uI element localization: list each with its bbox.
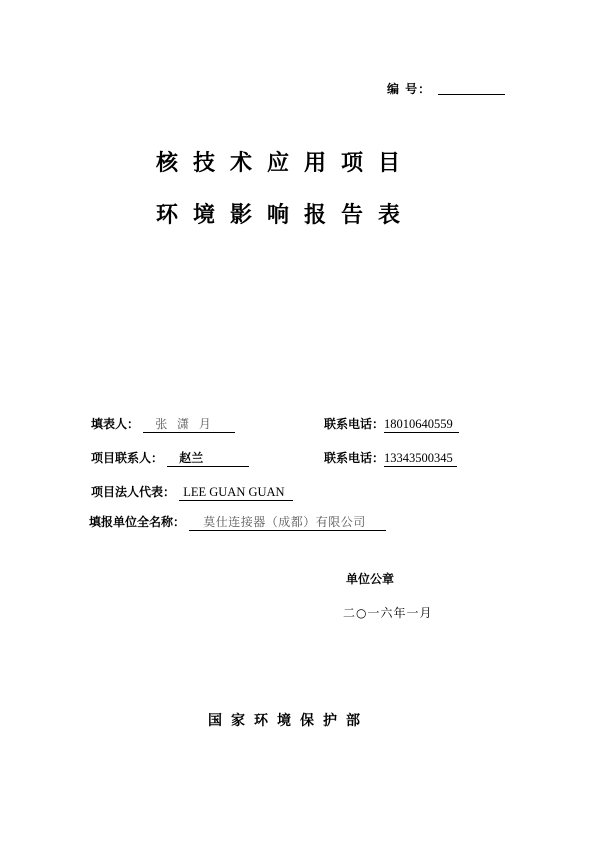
legal-rep-value: LEE GUAN GUAN bbox=[179, 485, 292, 501]
filler-label: 填表人： bbox=[91, 417, 140, 431]
phone1-label: 联系电话： bbox=[324, 417, 385, 431]
phone1-value: 18010640559 bbox=[384, 417, 459, 433]
document-title-line1: 核技术应用项目 bbox=[156, 151, 416, 176]
issuing-ministry: 国家环境保护部 bbox=[208, 713, 369, 729]
legal-rep-field bbox=[91, 483, 293, 501]
legal-rep-label: 项目法人代表： bbox=[91, 485, 176, 499]
phone2-field bbox=[324, 449, 457, 467]
issue-date: 二○一六年一月 bbox=[343, 606, 433, 620]
contact-value: 赵兰 bbox=[167, 451, 249, 467]
filler-value: 张 潇 月 bbox=[143, 417, 235, 433]
document-title-line2: 环境影响报告表 bbox=[156, 203, 416, 228]
contact-label: 项目联系人： bbox=[91, 451, 164, 465]
unit-name-value: 莫仕连接器（成都）有限公司 bbox=[189, 515, 386, 531]
unit-name-label: 填报单位全名称： bbox=[89, 515, 186, 529]
unit-seal-label: 单位公章 bbox=[346, 572, 395, 586]
phone2-label: 联系电话： bbox=[324, 451, 385, 465]
filler-field bbox=[91, 415, 235, 433]
serial-number-label: 编 号： bbox=[387, 82, 432, 96]
phone2-value: 13343500345 bbox=[384, 451, 457, 467]
contact-field bbox=[91, 449, 249, 467]
serial-number-blank bbox=[438, 94, 505, 95]
unit-name-field bbox=[89, 513, 386, 531]
phone1-field bbox=[324, 415, 459, 433]
